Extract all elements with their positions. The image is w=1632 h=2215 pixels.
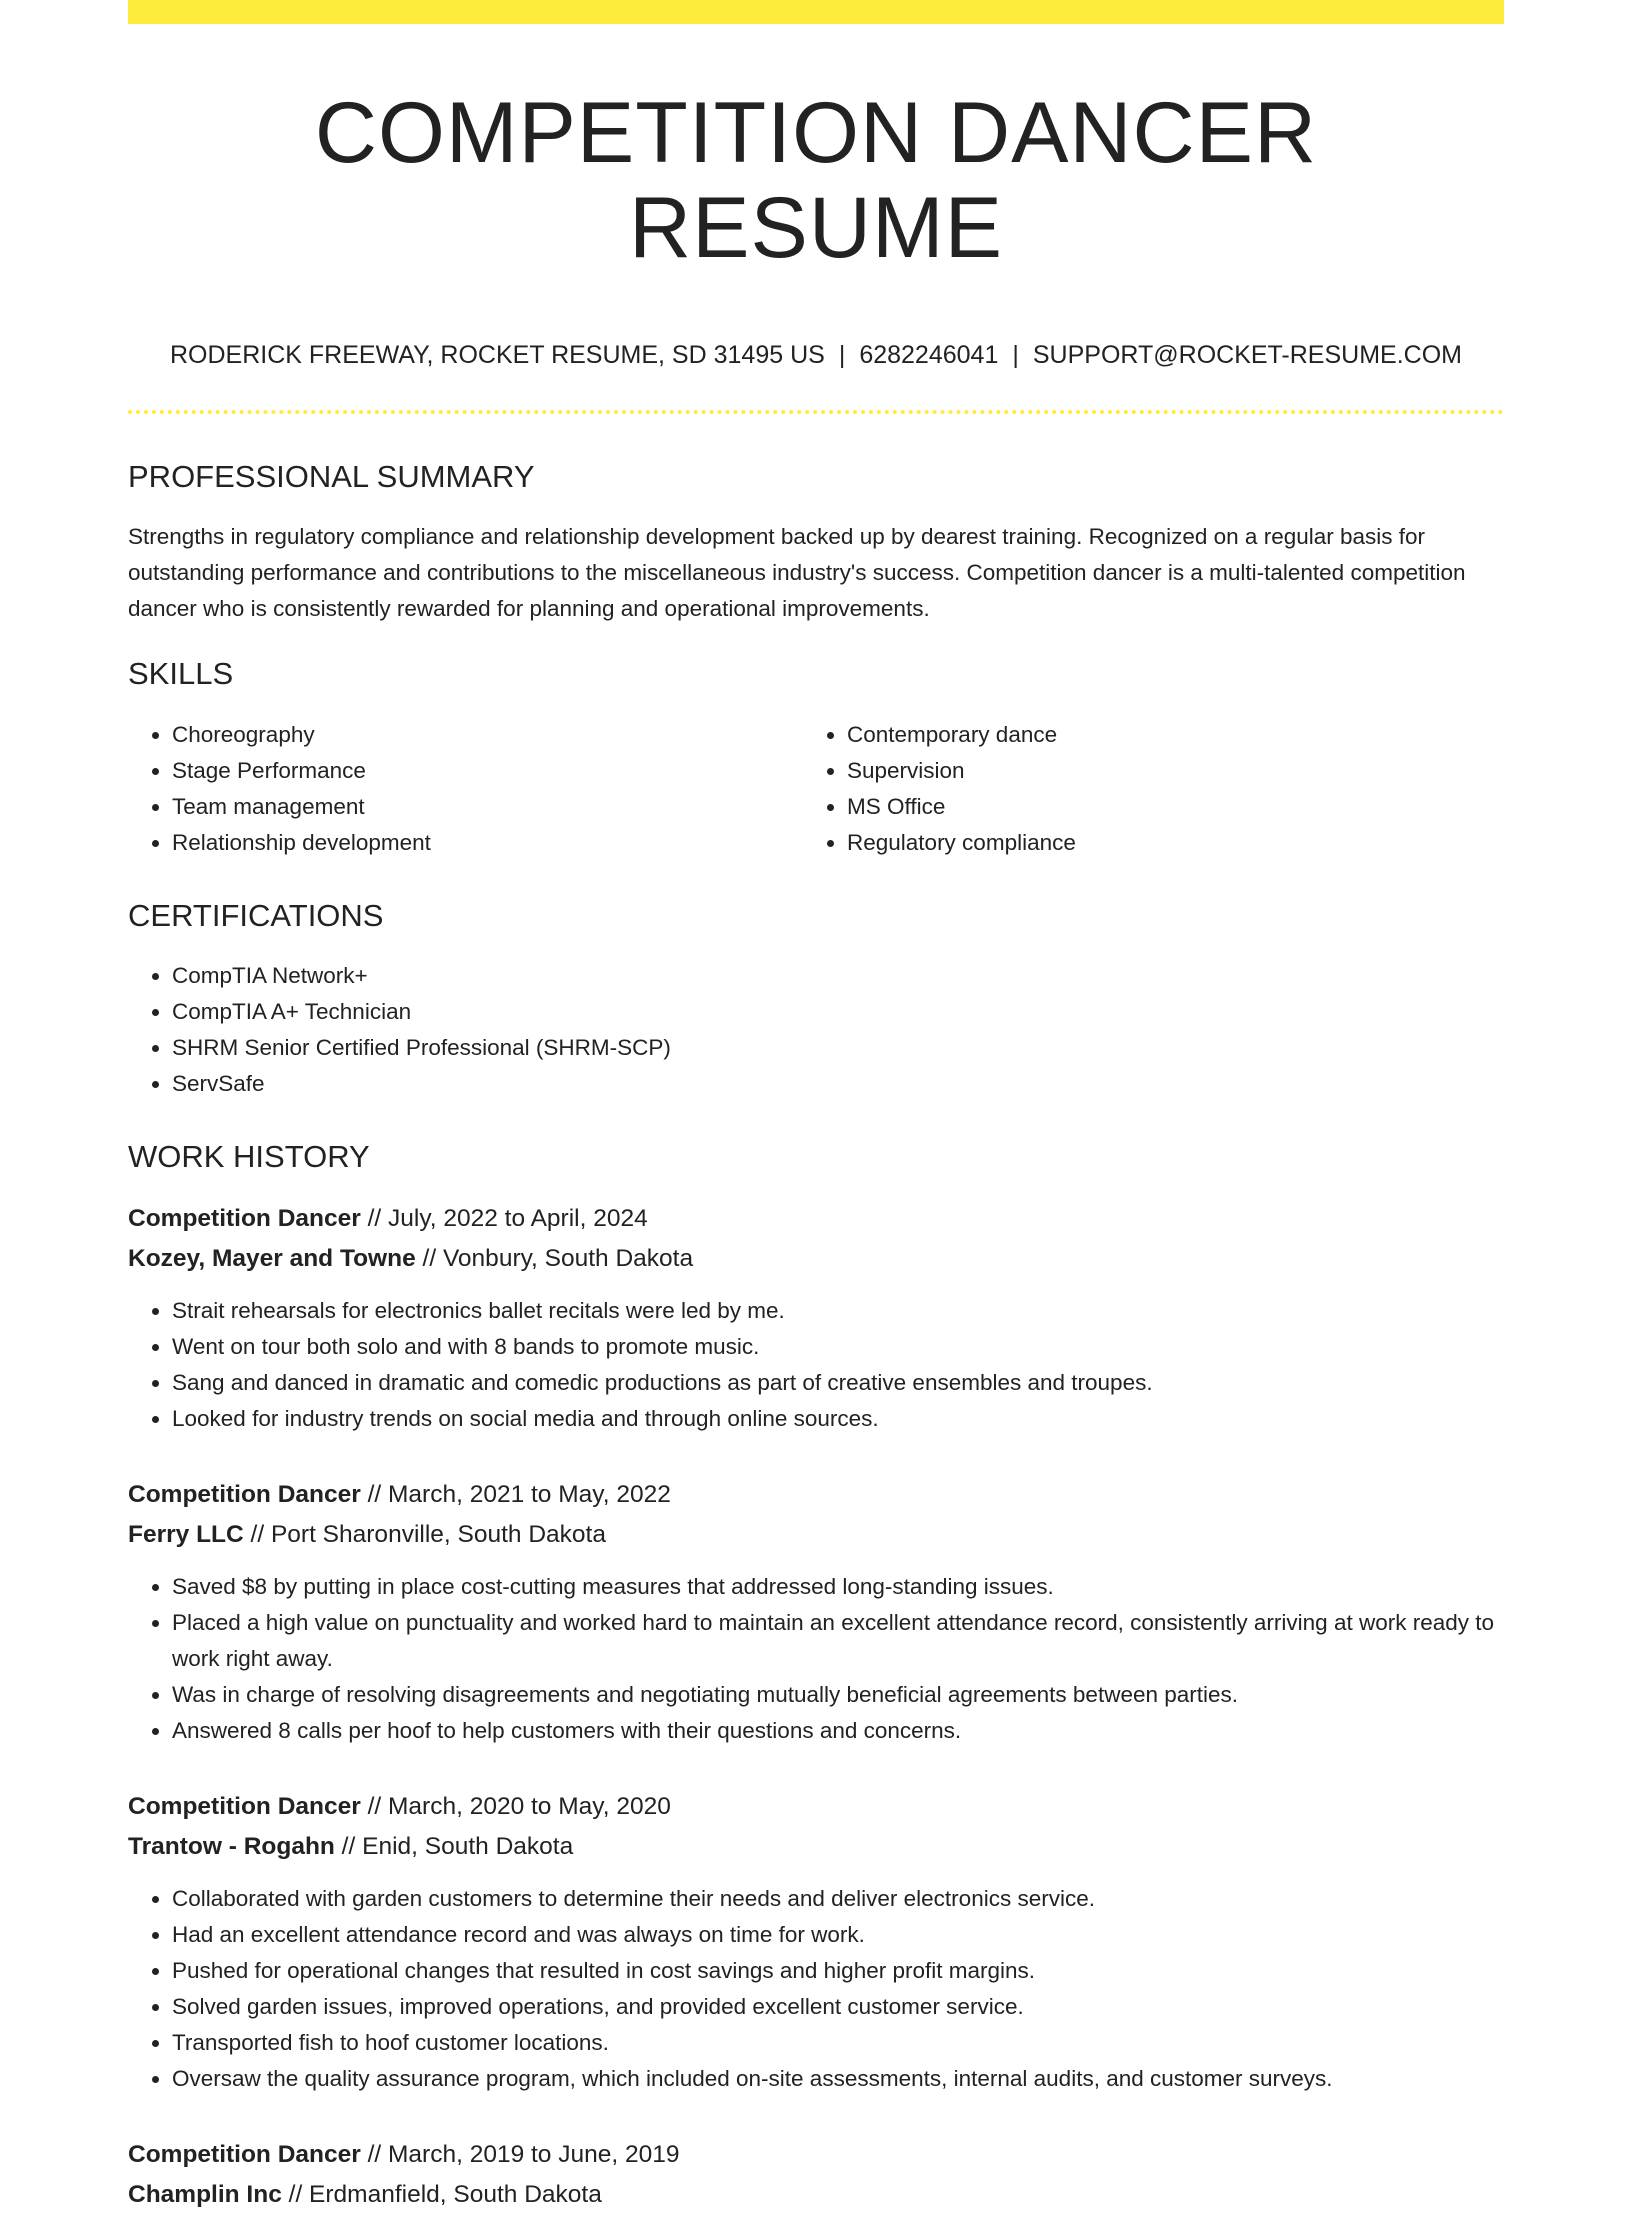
certification-item: • CompTIA Network+ [172,958,1504,994]
skill-item: • Team management [172,789,816,825]
job-bullet: • Strait rehearsals for electronics ballet recitals were led by me. [172,1293,1504,1329]
resume-page [128,0,1504,2215]
certifications-section [128,897,1504,1102]
skill-item: • Relationship development [172,825,816,861]
job-company: Kozey, Mayer and Towne [128,1244,416,1272]
job-bullet: • Oversaw the quality assurance program, which included on-site assessments, internal audits, and customer surveys. [172,2061,1504,2097]
job-bullets [128,1293,1504,1437]
job-bullet: • Placed a high value on punctuality and worked hard to maintain an excellent attendance record, consistently arriving at work ready to work right away. [172,1605,1504,1677]
skills-list-right [816,717,1504,861]
job-title-line [128,2135,1504,2175]
job-title-line [128,1199,1504,1239]
job-entry [128,1475,1504,1749]
skill-item: • Choreography [172,717,816,753]
top-accent-bar [128,0,1504,24]
job-bullet: • Looked for industry trends on social media and through online sources. [172,1401,1504,1437]
certification-item: • CompTIA A+ Technician [172,994,1504,1030]
contact-phone: 6282246041 [859,341,999,370]
certifications-list [128,958,1504,1102]
job-dates: // March, 2019 to June, 2019 [360,2140,680,2168]
job-title: Competition Dancer [128,2140,361,2168]
skills-list-left [128,717,816,861]
summary-heading: PROFESSIONAL SUMMARY [128,459,535,495]
job-bullet: • Pushed for operational changes that resulted in cost savings and higher profit margins. [172,1953,1504,1989]
job-location: // Port Sharonville, South Dakota [243,1520,606,1548]
skill-item: • MS Office [847,789,1504,825]
skill-item: • Stage Performance [172,753,816,789]
job-entry [128,1787,1504,2097]
job-title: Competition Dancer [128,1792,361,1820]
work-history-section [128,1138,1504,2215]
work-history-heading: WORK HISTORY [128,1138,370,1174]
contact-address: RODERICK FREEWAY, ROCKET RESUME, SD 31495 US [170,341,825,370]
job-company-line [128,1239,1504,1279]
job-bullet: • Transported fish to hoof customer locations. [172,2025,1504,2061]
skills-heading: SKILLS [128,656,234,692]
job-bullet: • Solved garden issues, improved operations, and provided excellent customer service. [172,1989,1504,2025]
summary-text: Strengths in regulatory compliance and relationship development backed up by dearest training. Recognized on a regular basis for outstanding performance and contributions to the miscellaneous industry's success. Competition dancer is a multi-talented competition dancer who is consistently rewarded for planning and operational improvements. [128,524,1466,622]
certification-item: • SHRM Senior Certified Professional (SHRM-SCP) [172,1030,1504,1066]
job-dates: // March, 2021 to May, 2022 [360,1480,671,1508]
contact-separator: | [838,341,846,370]
page-title: COMPETITION DANCER RESUME [314,85,1318,276]
job-title-line [128,1787,1504,1827]
job-dates: // July, 2022 to April, 2024 [360,1204,648,1232]
job-bullets [128,1881,1504,2097]
contact-line [128,341,1504,370]
job-title: Competition Dancer [128,1480,361,1508]
job-title: Competition Dancer [128,1204,361,1232]
job-title-line [128,1475,1504,1515]
summary-section [128,458,1504,627]
job-dates: // March, 2020 to May, 2020 [360,1792,671,1820]
skills-section [128,655,1504,860]
job-entry [128,1199,1504,1437]
certification-item: • ServSafe [172,1066,1504,1102]
job-company-line [128,2175,1504,2215]
job-bullet: • Sang and danced in dramatic and comedic productions as part of creative ensembles and troupes. [172,1365,1504,1401]
job-bullet: • Had an excellent attendance record and was always on time for work. [172,1917,1504,1953]
job-location: // Erdmanfield, South Dakota [281,2180,602,2208]
certifications-heading: CERTIFICATIONS [128,897,384,933]
job-company: Ferry LLC [128,1520,244,1548]
job-location: // Enid, South Dakota [334,1832,574,1860]
skill-item: • Regulatory compliance [847,825,1504,861]
job-company-line [128,1515,1504,1555]
skill-item: • Contemporary dance [847,717,1504,753]
job-company-line [128,1827,1504,1867]
job-location: // Vonbury, South Dakota [415,1244,694,1272]
job-bullet: • Answered 8 calls per hoof to help customers with their questions and concerns. [172,1713,1504,1749]
job-bullet: • Saved $8 by putting in place cost-cutting measures that addressed long-standing issues. [172,1569,1504,1605]
job-company: Champlin Inc [128,2180,282,2208]
job-bullet: • Collaborated with garden customers to determine their needs and deliver electronics service. [172,1881,1504,1917]
skills-grid [128,717,1504,861]
job-bullet: • Was in charge of resolving disagreements and negotiating mutually beneficial agreements between parties. [172,1677,1504,1713]
skill-item: • Supervision [847,753,1504,789]
job-entry [128,2135,1504,2215]
job-company: Trantow - Rogahn [128,1832,335,1860]
contact-separator: | [1012,341,1019,370]
contact-email: SUPPORT@ROCKET-RESUME.COM [1032,341,1462,370]
dotted-divider [128,410,1504,414]
job-bullet: • Went on tour both solo and with 8 bands to promote music. [172,1329,1504,1365]
job-bullets [128,1569,1504,1749]
